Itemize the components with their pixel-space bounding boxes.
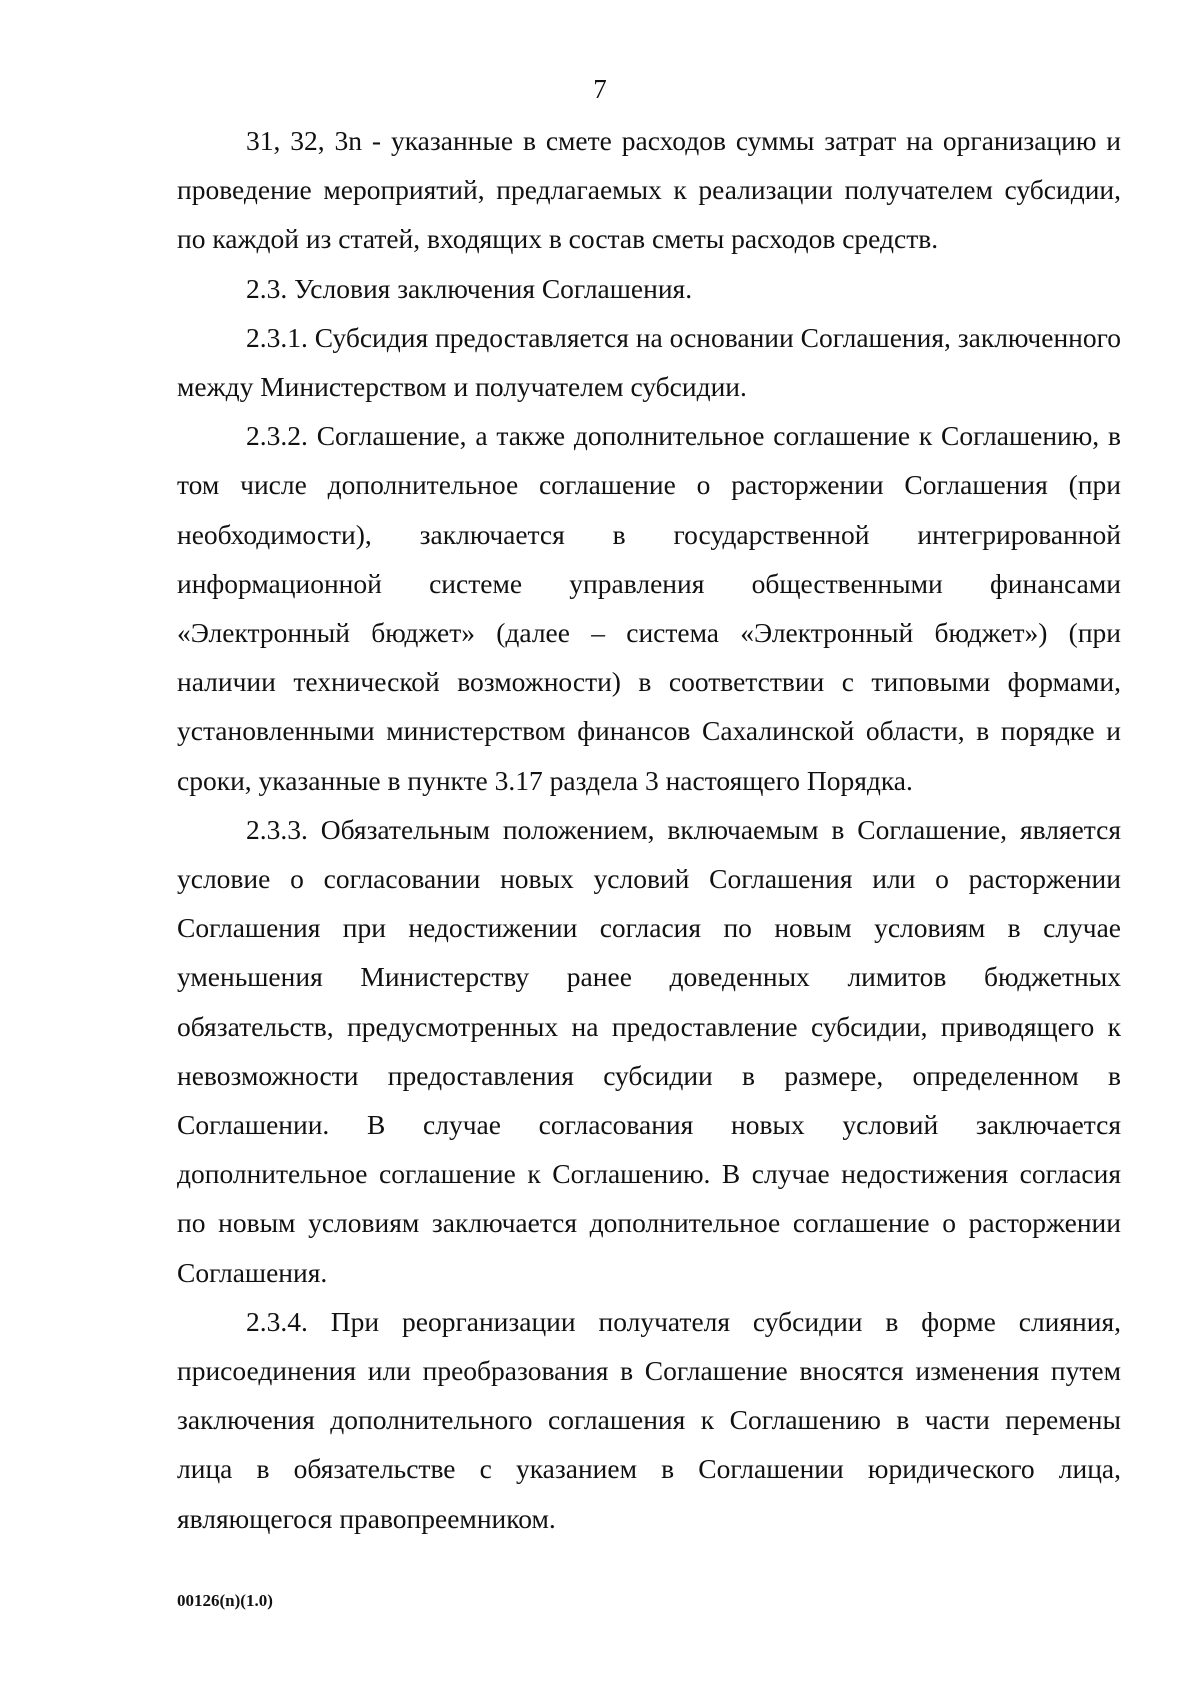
paragraph-section-2-3-heading: 2.3. Условия заключения Соглашения. [246,272,693,304]
document-body [177,116,1121,1543]
paragraph-2-3-3: 2.3.3. Обязательным положением, включаемым в Соглашение, является условие о согласовании новых условий Соглашения или о расторжении Соглашения при недостижении согласия по новым условиям в случае уменьшения Министерству ранее доведенных лимитов бюджетных обязательств, предусмотренных на предоставление субсидии, приводящего к невозможности предоставления субсидии в размере, определенном в Соглашении. В случае согласования новых условий заключается дополнительное соглашение к Соглашению. В случае недостижения согласия по новым условиям заключается дополнительное соглашение о расторжении Соглашения. [177,813,1121,1288]
paragraph-2-3-2: 2.3.2. Соглашение, а также дополнительное соглашение к Соглашению, в том числе дополнительное соглашение о расторжении Соглашения (при необходимости), заключается в государственной интегрированной информационной системе управления общественными финансами «Электронный бюджет» (далее – система «Электронный бюджет») (при наличии технической возможности) в соответствии с типовыми формами, установленными министерством финансов Сахалинской области, в порядке и сроки, указанные в пункте 3.17 раздела 3 настоящего Порядка. [177,420,1121,796]
document-footer-code: 00126(n)(1.0) [177,1591,273,1610]
page-number: 7 [593,74,607,104]
paragraph-2-3-4: 2.3.4. При реорганизации получателя субсидии в форме слияния, присоединения или преобразования в Соглашение вносятся изменения путем заключения дополнительного соглашения к Соглашению в части перемены лица в обязательстве с указанием в Соглашении юридического лица, являющегося правопреемником. [177,1305,1121,1534]
paragraph-2-3-1: 2.3.1. Субсидия предоставляется на основании Соглашения, заключенного между Министерством и получателем субсидии. [177,321,1121,403]
paragraph-cost-formula-explanation: 31, 32, 3n - указанные в смете расходов суммы затрат на организацию и проведение мероприятий, предлагаемых к реализации получателем субсидии, по каждой из статей, входящих в состав сметы расходов средств. [177,125,1121,255]
